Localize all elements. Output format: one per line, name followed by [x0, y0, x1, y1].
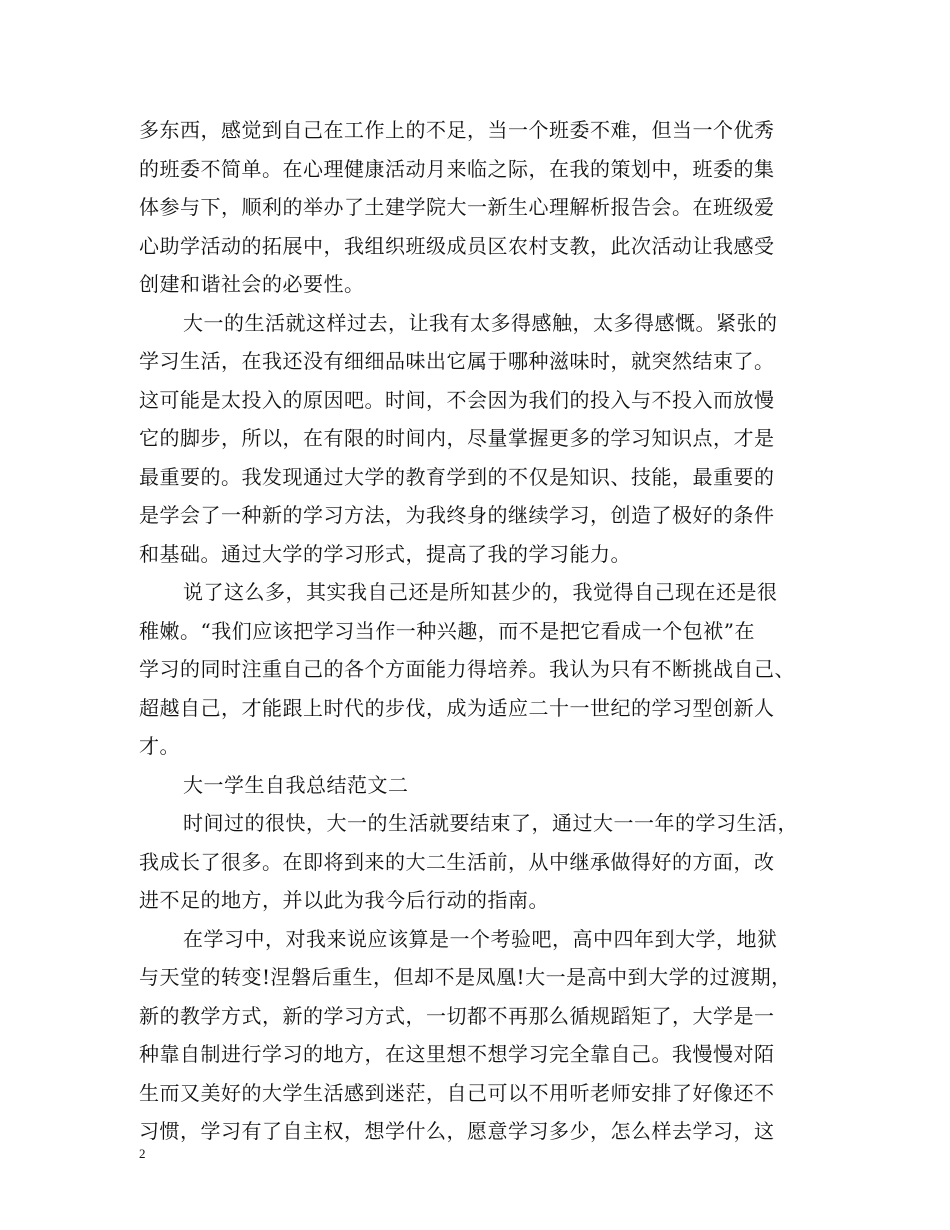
text-line: 在学习中，对我来说应该算是一个考验吧，高中四年到大学，地狱 — [183, 926, 778, 951]
text-line: 习惯，学习有了自主权，想学什么，愿意学习多少，怎么样去学习，这 — [139, 1119, 775, 1143]
text-line: 与天堂的转变!涅磐后重生，但却不是凤凰!大一是高中到大学的过渡期， — [139, 965, 792, 989]
text-line: 它的脚步，所以，在有限的时间内，尽量掌握更多的学习知识点，才是 — [139, 426, 775, 450]
text-line: 学习的同时注重自己的各个方面能力得培养。我认为只有不断挑战自己、 — [139, 657, 795, 681]
text-line: 最重要的。我发现通过大学的教育学到的不仅是知识、技能，最重要的 — [139, 464, 775, 489]
text-line: 体参与下，顺利的举办了土建学院大一新生心理解析报告会。在班级爱 — [139, 195, 775, 219]
text-line: 才。 — [139, 734, 180, 758]
text-line: 的班委不简单。在心理健康活动月来临之际，在我的策划中，班委的集 — [139, 156, 775, 181]
text-line: 我成长了很多。在即将到来的大二生活前，从中继承做得好的方面，改 — [139, 849, 775, 874]
text-line: 种靠自制进行学习的地方，在这里想不想学习完全靠自己。我慢慢对陌 — [139, 1042, 775, 1066]
page-number: 2 — [139, 1146, 146, 1161]
text-line: 学习生活，在我还没有细细品味出它属于哪种滋味时，就突然结束了。 — [139, 349, 775, 373]
text-line: 超越自己，才能跟上时代的步伐，成为适应二十一世纪的学习型创新人 — [139, 695, 775, 720]
text-line: 大一的生活就这样过去，让我有太多得感触，太多得感慨。紧张的 — [183, 310, 778, 335]
text-line: 新的教学方式，新的学习方式，一切都不再那么循规蹈矩了，大学是一 — [139, 1003, 775, 1028]
text-line: 时间过的很快，大一的生活就要结束了，通过大一一年的学习生活， — [183, 811, 798, 835]
text-line: 是学会了一种新的学习方法，为我终身的继续学习，创造了极好的条件 — [139, 503, 775, 527]
text-line: 多东西，感觉到自己在工作上的不足，当一个班委不难，但当一个优秀 — [139, 118, 775, 142]
text-line: 说了这么多，其实我自己还是所知甚少的，我觉得自己现在还是很 — [183, 580, 778, 604]
text-line: 进不足的地方，并以此为我今后行动的指南。 — [139, 888, 549, 912]
text-line: 创建和谐社会的必要性。 — [139, 272, 365, 296]
text-line: 和基础。通过大学的学习形式，提高了我的学习能力。 — [139, 541, 631, 566]
body-text — [139, 111, 819, 1151]
text-line: 大一学生自我总结范文二 — [183, 772, 409, 797]
text-line: 心助学活动的拓展中，我组织班级成员区农村支教，此次活动让我感受 — [139, 233, 775, 258]
text-line: 这可能是太投入的原因吧。时间，不会因为我们的投入与不投入而放慢 — [139, 387, 775, 412]
text-line: 生而又美好的大学生活感到迷茫，自己可以不用听老师安排了好像还不 — [139, 1080, 775, 1105]
text-line: 稚嫩。“我们应该把学习当作一种兴趣，而不是把它看成一个包袱”在 — [139, 618, 755, 643]
